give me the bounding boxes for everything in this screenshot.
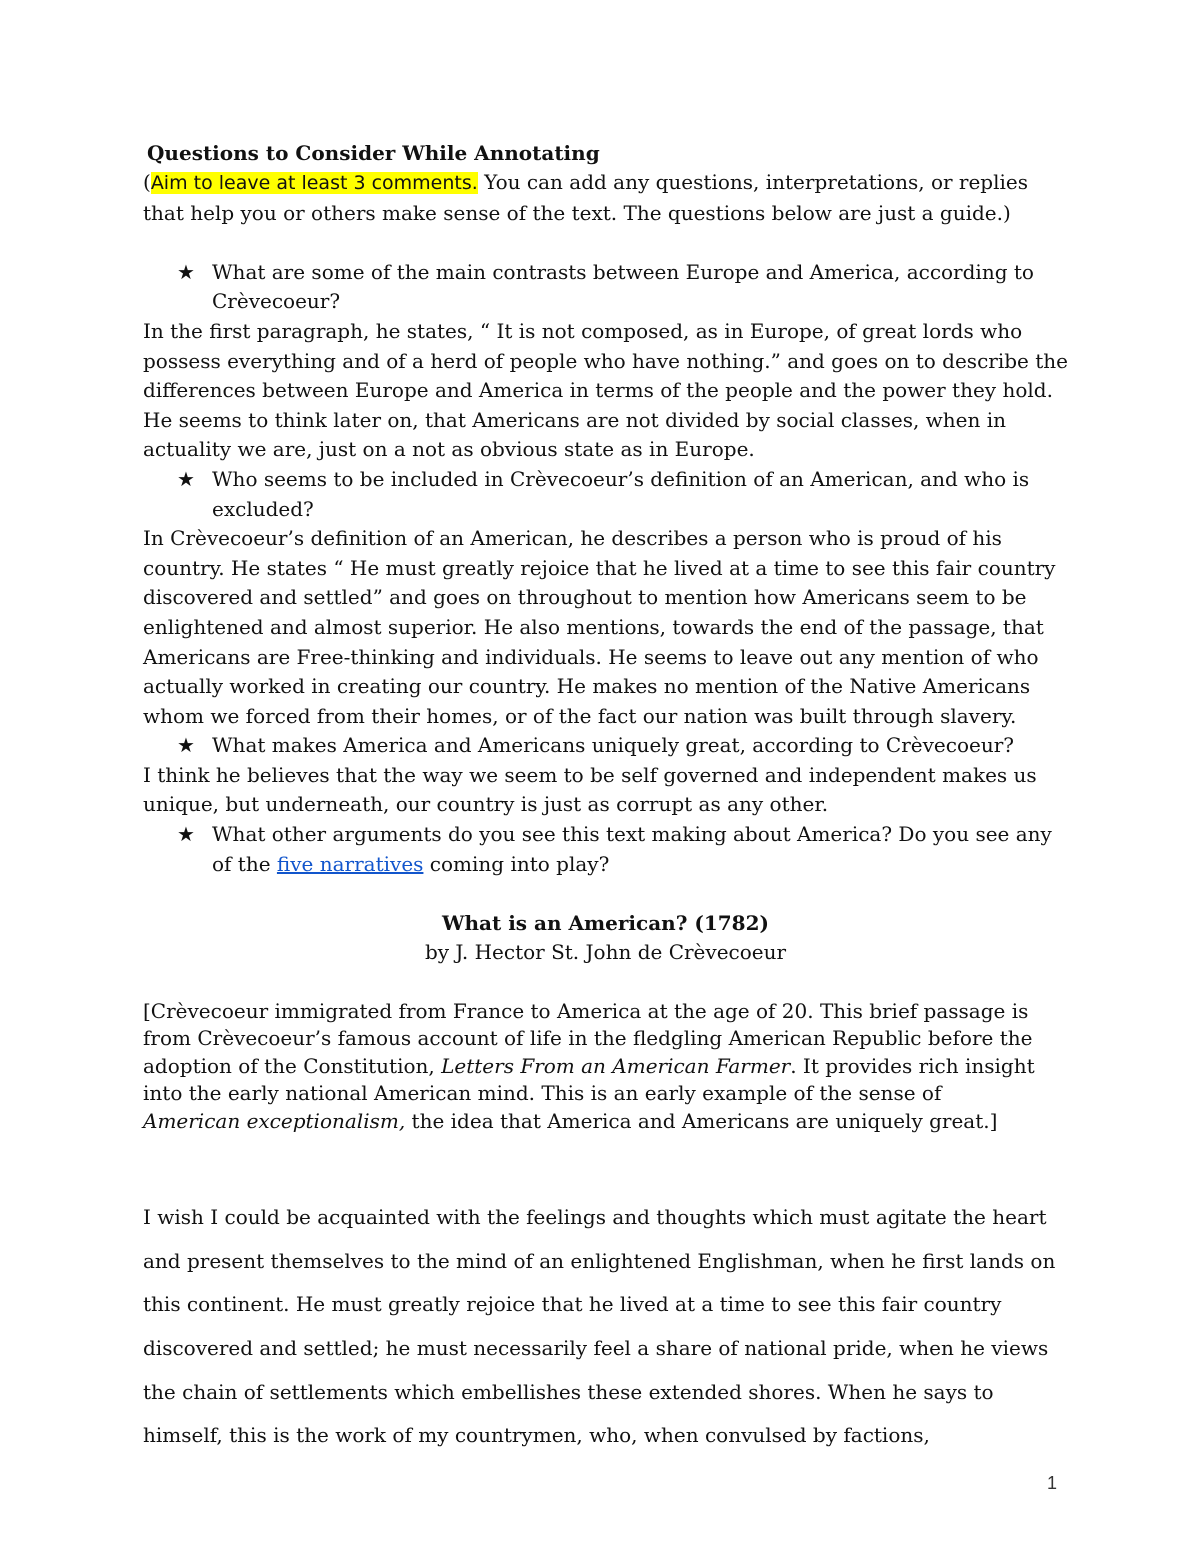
reading-byline: by J. Hector St. John de Crèvecoeur bbox=[424, 940, 787, 965]
note-term: American exceptionalism, bbox=[143, 1108, 406, 1133]
question-item bbox=[143, 258, 1068, 317]
note-book-title: Letters From an American Farmer bbox=[441, 1053, 791, 1078]
question-item bbox=[143, 820, 1068, 879]
editor-note bbox=[143, 998, 1043, 1136]
page-number: 1 bbox=[1046, 1473, 1057, 1493]
note-part-1: [Crèvecoeur immigrated from France to America at the age of 20. This brief passage is from Crèvecoeur’s famous account of life in the fledgling American Republic before the adoption of the Constitution, bbox=[143, 998, 1033, 1078]
instructions-open-paren: ( bbox=[143, 170, 151, 194]
question-text: Who seems to be included in Crèvecoeur’s definition of an American, and who is excluded? bbox=[212, 466, 1030, 521]
star-bullet-icon: ★ bbox=[177, 259, 195, 284]
instructions-paragraph bbox=[143, 168, 1068, 228]
question-item bbox=[143, 465, 1068, 524]
question-text-before-link: What other arguments do you see this text making about America? Do you see any of the bbox=[212, 822, 1052, 876]
note-part-2: . It provides rich insight into the early national American mind. This is an early example of the sense of bbox=[143, 1053, 1035, 1106]
question-item bbox=[143, 731, 1068, 761]
highlighted-instruction: Aim to leave at least 3 comments. bbox=[150, 172, 478, 194]
star-bullet-icon: ★ bbox=[177, 733, 195, 758]
star-bullet-icon: ★ bbox=[177, 466, 195, 491]
instructions-rest: You can add any questions, interpretations, or replies that help you or others make sense of the text. The questions below are just a guide.) bbox=[143, 170, 1028, 225]
questions-heading: Questions to Consider While Annotating bbox=[147, 141, 600, 165]
note-part-3: the idea that America and Americans are uniquely great.] bbox=[405, 1108, 998, 1133]
reading-title-block bbox=[143, 909, 1068, 968]
answer-paragraph: In Crèvecoeur’s definition of an American, he describes a person who is proud of his country. He states “ He must greatly rejoice that he lived at a time to see this fair country discovered and settled” and goes on throughout to mention how Americans seem to be enlightened and almost superior. He also mentions, towards the end of the passage, that Americans are Free-thinking and individuals. He seems to leave out any mention of who actually worked in creating our country. He makes no mention of the Native Americans whom we forced from their homes, or of the fact our nation was built through slavery. bbox=[143, 526, 1056, 728]
five-narratives-link[interactable]: five narratives bbox=[276, 851, 424, 876]
question-text: What makes America and Americans uniquely great, according to Crèvecoeur? bbox=[212, 733, 1014, 758]
reading-title: What is an American? (1782) bbox=[442, 910, 769, 935]
document-page bbox=[143, 138, 1068, 1478]
question-text bbox=[212, 820, 1068, 879]
answer-paragraph: I think he believes that the way we seem to be self governed and independent makes us unique, but underneath, our country is just as corrupt as any other. bbox=[143, 762, 1037, 817]
answer-paragraph: In the first paragraph, he states, “ It is not composed, as in Europe, of great lords who possess everything and of a herd of people who have nothing.” and goes on to describe the differences between Europe and America in terms of the people and the power they hold. He seems to think later on, that Americans are not divided by social classes, when in actuality we are, just on a not as obvious state as in Europe. bbox=[143, 318, 1068, 462]
star-bullet-icon: ★ bbox=[177, 822, 195, 847]
reading-body-text: I wish I could be acquainted with the feelings and thoughts which must agitate the heart and present themselves to the mind of an enlightened Englishman, when he first lands on this continent. He must greatly rejoice that he lived at a time to see this fair country discovered and settled; he must necessarily feel a share of national pride, when he views the chain of settlements which embellishes these extended shores. When he says to himself, this is the work of my countrymen, who, when convulsed by factions, bbox=[143, 1205, 1056, 1448]
question-text-after-link: coming into play? bbox=[423, 851, 610, 876]
question-text: What are some of the main contrasts between Europe and America, according to Crèvecoeur? bbox=[212, 259, 1034, 314]
